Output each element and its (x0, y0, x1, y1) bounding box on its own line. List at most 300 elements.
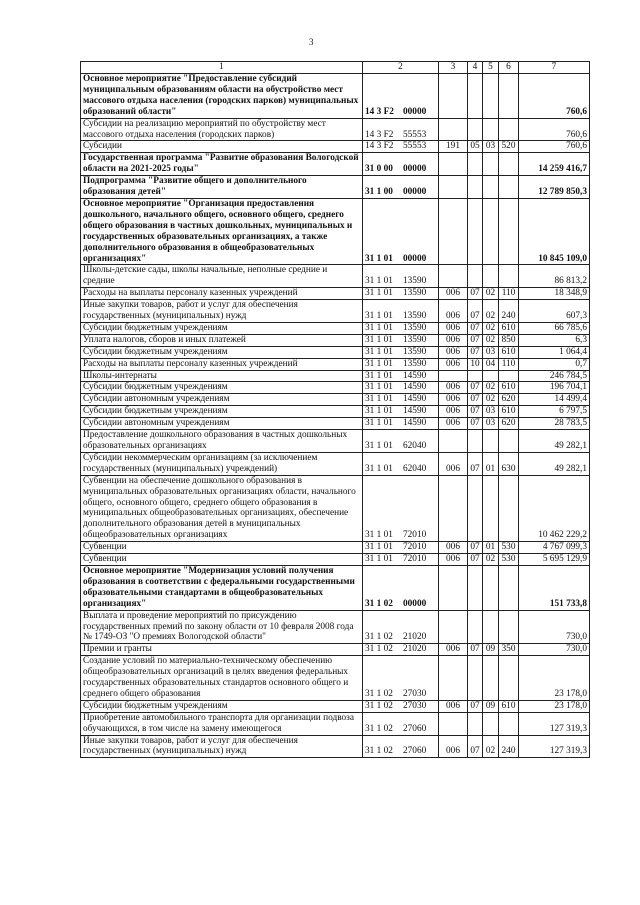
row-program-code (363, 358, 439, 370)
row-subsection: 02 (483, 334, 499, 346)
row-name: Школы-интернаты (81, 370, 363, 382)
row-program-code (363, 542, 439, 554)
row-program-code (363, 153, 439, 176)
row-subsection: 03 (483, 406, 499, 418)
row-program-code (363, 141, 439, 153)
row-name: Субвенции на обеспечение дошкольного образования в муниципальных образовательных организациях области, начального общего, основного общего, среднего общего образования в муниципальных общеобразовательных организациях, обеспечение дополнительного образования детей в муниципальных общеобразовательных организациях (81, 475, 363, 541)
row-subsection: 01 (483, 452, 499, 475)
row-grbs: 006 (439, 288, 468, 300)
row-program-code (363, 610, 439, 644)
direction-code: 13590 (403, 276, 427, 287)
row-sum: 66 785,6 (519, 322, 590, 334)
row-subsection (483, 74, 499, 119)
row-sum: 127 319,3 (519, 735, 590, 758)
row-name: Государственная программа "Развитие образования Вологодской области на 2021-2025 годы" (81, 153, 363, 176)
program-code: 31 1 01 (365, 554, 393, 565)
row-subsection (483, 118, 499, 141)
row-expense-type: 240 (499, 735, 519, 758)
row-name: Основное мероприятие "Модернизация условий получения образования в соответствии с федеральными государственными образовательными стандартами в общеобразовательных организациях" (81, 565, 363, 610)
row-section: 10 (468, 358, 483, 370)
row-sum: 1 064,4 (519, 346, 590, 358)
header-col-5: 5 (483, 62, 499, 74)
table-row (81, 176, 590, 199)
row-grbs (439, 74, 468, 119)
row-program-code (363, 118, 439, 141)
row-name: Субсидии бюджетным учреждениям (81, 700, 363, 712)
program-code: 31 1 01 (365, 288, 393, 299)
direction-code: 14590 (403, 406, 427, 417)
row-name: Уплата налогов, сборов и иных платежей (81, 334, 363, 346)
direction-code: 72010 (403, 542, 427, 553)
row-subsection (483, 153, 499, 176)
row-name: Основное мероприятие "Организация предоставления дошкольного, начального общего, основного общего, среднего общего образования в частных дошкольных, муниципальных и государственных образовательных организациях, а также дополнительного образования в общеобразовательных организациях" (81, 198, 363, 264)
table-row (81, 644, 590, 656)
row-expense-type: 530 (499, 542, 519, 554)
row-section (468, 610, 483, 644)
row-subsection: 02 (483, 300, 499, 323)
direction-code: 13590 (403, 346, 427, 357)
program-code: 31 1 01 (365, 394, 393, 405)
row-sum: 14 499,4 (519, 394, 590, 406)
row-program-code (363, 288, 439, 300)
row-grbs: 006 (439, 452, 468, 475)
row-program-code (363, 265, 439, 288)
table-row (81, 735, 590, 758)
row-program-code (363, 394, 439, 406)
row-name: Основное мероприятие "Предоставление субсидий муниципальным образованиям области на обустройство мест массового отдыха населения (городских парков) муниципальных образований области" (81, 74, 363, 119)
program-code: 31 1 02 (365, 688, 393, 699)
header-col-7: 7 (519, 62, 590, 74)
row-sum: 12 789 850,3 (519, 176, 590, 199)
row-program-code (363, 735, 439, 758)
row-program-code (363, 656, 439, 701)
row-sum: 14 259 416,7 (519, 153, 590, 176)
row-subsection: 09 (483, 644, 499, 656)
row-name: Иные закупки товаров, работ и услуг для обеспечения государственных (муниципальных) нужд (81, 300, 363, 323)
row-section (468, 74, 483, 119)
table-row (81, 394, 590, 406)
row-expense-type (499, 712, 519, 735)
row-subsection: 04 (483, 358, 499, 370)
direction-code: 13590 (403, 322, 427, 333)
row-sum: 10 845 109,0 (519, 198, 590, 264)
row-subsection: 02 (483, 322, 499, 334)
row-name: Субвенции (81, 554, 363, 566)
row-section: 07 (468, 394, 483, 406)
row-subsection: 02 (483, 554, 499, 566)
direction-code: 55553 (403, 129, 427, 140)
row-grbs (439, 430, 468, 453)
row-expense-type: 850 (499, 334, 519, 346)
row-section (468, 430, 483, 453)
table-row (81, 430, 590, 453)
row-program-code (363, 406, 439, 418)
row-expense-type (499, 74, 519, 119)
direction-code: 13590 (403, 288, 427, 299)
row-section (468, 118, 483, 141)
row-sum: 23 178,0 (519, 656, 590, 701)
row-subsection: 01 (483, 542, 499, 554)
table-row (81, 712, 590, 735)
table-row (81, 334, 590, 346)
program-code: 31 1 01 (365, 418, 393, 429)
row-sum: 760,6 (519, 141, 590, 153)
row-subsection (483, 198, 499, 264)
program-code: 14 3 F2 (365, 141, 394, 152)
row-subsection: 03 (483, 141, 499, 153)
table-row (81, 406, 590, 418)
program-code: 31 1 02 (365, 746, 393, 757)
row-expense-type: 630 (499, 452, 519, 475)
row-sum: 127 319,3 (519, 712, 590, 735)
row-grbs (439, 153, 468, 176)
row-expense-type (499, 370, 519, 382)
row-subsection (483, 265, 499, 288)
row-section: 07 (468, 346, 483, 358)
row-name: Выплата и проведение мероприятий по присуждению государственных премий по закону области от 10 февраля 2008 года № 1749-ОЗ "О премиях Вологодской области" (81, 610, 363, 644)
table-row (81, 452, 590, 475)
direction-code: 14590 (403, 394, 427, 405)
row-name: Приобретение автомобильного транспорта для организации подвоза обучающихся, в том числе на замену имеющегося (81, 712, 363, 735)
row-section (468, 370, 483, 382)
row-sum: 0,7 (519, 358, 590, 370)
program-code: 31 1 01 (365, 463, 393, 474)
row-grbs: 006 (439, 644, 468, 656)
table-row (81, 153, 590, 176)
direction-code: 72010 (403, 554, 427, 565)
program-code: 31 1 01 (365, 382, 393, 393)
row-grbs: 006 (439, 322, 468, 334)
row-subsection: 03 (483, 346, 499, 358)
row-section (468, 475, 483, 541)
row-expense-type (499, 430, 519, 453)
row-name: Субсидии бюджетным учреждениям (81, 382, 363, 394)
table-row (81, 118, 590, 141)
row-sum: 730,0 (519, 610, 590, 644)
program-code: 31 1 02 (365, 598, 393, 609)
row-program-code (363, 430, 439, 453)
row-sum: 760,6 (519, 118, 590, 141)
table-row (81, 288, 590, 300)
row-grbs (439, 198, 468, 264)
direction-code: 13590 (403, 358, 427, 369)
program-code: 31 1 01 (365, 253, 393, 264)
row-section: 07 (468, 542, 483, 554)
table-row (81, 346, 590, 358)
row-subsection (483, 712, 499, 735)
row-expense-type: 350 (499, 644, 519, 656)
row-program-code (363, 644, 439, 656)
row-program-code (363, 176, 439, 199)
row-expense-type: 610 (499, 346, 519, 358)
row-grbs: 006 (439, 334, 468, 346)
row-program-code (363, 334, 439, 346)
table-row (81, 358, 590, 370)
row-name: Субсидии (81, 141, 363, 153)
row-subsection (483, 475, 499, 541)
table-row (81, 700, 590, 712)
row-sum: 5 695 129,9 (519, 554, 590, 566)
direction-code: 27060 (403, 746, 427, 757)
direction-code: 62040 (403, 463, 427, 474)
program-code: 31 1 01 (365, 358, 393, 369)
row-expense-type (499, 656, 519, 701)
table-row (81, 565, 590, 610)
row-grbs (439, 475, 468, 541)
row-program-code (363, 565, 439, 610)
row-name: Субсидии некоммерческим организациям (за исключением государственных (муниципальных) учреждений) (81, 452, 363, 475)
row-section: 07 (468, 322, 483, 334)
row-grbs: 006 (439, 418, 468, 430)
row-sum: 151 733,8 (519, 565, 590, 610)
table-row (81, 198, 590, 264)
row-subsection: 09 (483, 700, 499, 712)
row-grbs: 006 (439, 700, 468, 712)
table-row (81, 74, 590, 119)
row-grbs: 006 (439, 406, 468, 418)
program-code: 31 1 02 (365, 644, 393, 655)
header-col-1: 1 (81, 62, 363, 74)
program-code: 31 1 02 (365, 632, 393, 643)
row-section: 05 (468, 141, 483, 153)
row-grbs (439, 118, 468, 141)
row-name: Субсидии бюджетным учреждениям (81, 322, 363, 334)
row-name: Субсидии автономным учреждениям (81, 418, 363, 430)
header-col-2: 2 (363, 62, 439, 74)
budget-table (80, 61, 590, 758)
row-name: Предоставление дошкольного образования в частных дошкольных образовательных организациях (81, 430, 363, 453)
table-row (81, 418, 590, 430)
row-sum: 760,6 (519, 74, 590, 119)
table-header-row (81, 62, 590, 74)
program-code: 31 1 02 (365, 723, 393, 734)
row-section: 07 (468, 288, 483, 300)
row-section (468, 176, 483, 199)
row-section (468, 265, 483, 288)
table-row (81, 656, 590, 701)
row-grbs: 191 (439, 141, 468, 153)
row-name: Субсидии автономным учреждениям (81, 394, 363, 406)
row-expense-type: 610 (499, 322, 519, 334)
table-row (81, 554, 590, 566)
row-name: Субсидии бюджетным учреждениям (81, 406, 363, 418)
row-sum: 18 348,9 (519, 288, 590, 300)
row-subsection: 02 (483, 288, 499, 300)
row-section (468, 198, 483, 264)
program-code: 31 1 01 (365, 370, 393, 381)
row-section: 07 (468, 554, 483, 566)
row-expense-type (499, 198, 519, 264)
direction-code: 14590 (403, 370, 427, 381)
direction-code: 27060 (403, 723, 427, 734)
row-section: 07 (468, 300, 483, 323)
row-section: 07 (468, 735, 483, 758)
row-expense-type (499, 475, 519, 541)
table-row (81, 370, 590, 382)
direction-code: 00000 (403, 187, 427, 198)
table-row (81, 475, 590, 541)
table-row (81, 382, 590, 394)
row-sum: 607,3 (519, 300, 590, 323)
program-code: 31 1 01 (365, 334, 393, 345)
row-section (468, 656, 483, 701)
row-program-code (363, 322, 439, 334)
row-name: Подпрограмма "Развитие общего и дополнительного образования детей" (81, 176, 363, 199)
program-code: 31 1 01 (365, 530, 393, 541)
row-expense-type: 110 (499, 288, 519, 300)
row-subsection: 02 (483, 382, 499, 394)
direction-code: 55553 (403, 141, 427, 152)
row-program-code (363, 382, 439, 394)
row-expense-type: 620 (499, 394, 519, 406)
row-expense-type (499, 176, 519, 199)
row-expense-type (499, 265, 519, 288)
row-name: Расходы на выплаты персоналу казенных учреждений (81, 358, 363, 370)
row-sum: 23 178,0 (519, 700, 590, 712)
row-grbs: 006 (439, 394, 468, 406)
row-grbs (439, 370, 468, 382)
row-grbs: 006 (439, 358, 468, 370)
table-row (81, 300, 590, 323)
direction-code: 00000 (403, 106, 427, 117)
row-grbs: 006 (439, 346, 468, 358)
row-sum: 4 767 099,3 (519, 542, 590, 554)
row-sum: 6 797,5 (519, 406, 590, 418)
row-name: Премии и гранты (81, 644, 363, 656)
direction-code: 00000 (403, 598, 427, 609)
row-expense-type: 610 (499, 700, 519, 712)
program-code: 14 3 F2 (365, 129, 394, 140)
row-grbs (439, 265, 468, 288)
row-subsection (483, 610, 499, 644)
direction-code: 27030 (403, 688, 427, 699)
row-program-code (363, 452, 439, 475)
table-row (81, 322, 590, 334)
row-grbs: 006 (439, 735, 468, 758)
row-subsection: 03 (483, 418, 499, 430)
row-sum: 28 783,5 (519, 418, 590, 430)
header-col-6: 6 (499, 62, 519, 74)
row-name: Расходы на выплаты персоналу казенных учреждений (81, 288, 363, 300)
row-sum: 196 704,1 (519, 382, 590, 394)
row-expense-type: 530 (499, 554, 519, 566)
row-expense-type: 240 (499, 300, 519, 323)
row-expense-type: 610 (499, 406, 519, 418)
row-name: Иные закупки товаров, работ и услуг для обеспечения государственных (муниципальных) нужд (81, 735, 363, 758)
row-program-code (363, 700, 439, 712)
direction-code: 14590 (403, 382, 427, 393)
program-code: 31 1 01 (365, 311, 393, 322)
page-number: 3 (309, 37, 314, 47)
row-program-code (363, 418, 439, 430)
program-code: 31 1 02 (365, 700, 393, 711)
row-sum: 10 462 229,2 (519, 475, 590, 541)
direction-code: 13590 (403, 311, 427, 322)
row-program-code (363, 712, 439, 735)
row-section: 07 (468, 334, 483, 346)
row-subsection: 02 (483, 394, 499, 406)
row-expense-type (499, 118, 519, 141)
row-name: Субвенции (81, 542, 363, 554)
row-sum: 246 784,5 (519, 370, 590, 382)
row-grbs (439, 610, 468, 644)
program-code: 31 1 01 (365, 346, 393, 357)
row-sum: 49 282,1 (519, 452, 590, 475)
row-subsection (483, 656, 499, 701)
row-expense-type (499, 610, 519, 644)
row-sum: 49 282,1 (519, 430, 590, 453)
row-program-code (363, 300, 439, 323)
row-expense-type (499, 153, 519, 176)
direction-code: 14590 (403, 418, 427, 429)
program-code: 31 1 01 (365, 276, 393, 287)
row-program-code (363, 346, 439, 358)
table-row (81, 265, 590, 288)
row-section: 07 (468, 700, 483, 712)
row-program-code (363, 554, 439, 566)
row-section: 07 (468, 406, 483, 418)
table-row (81, 610, 590, 644)
row-subsection: 02 (483, 735, 499, 758)
row-subsection (483, 430, 499, 453)
row-sum: 730,0 (519, 644, 590, 656)
program-code: 14 3 F2 (365, 106, 394, 117)
row-grbs (439, 176, 468, 199)
direction-code: 72010 (403, 530, 427, 541)
row-grbs (439, 656, 468, 701)
direction-code: 00000 (403, 164, 427, 175)
row-name: Субсидии на реализацию мероприятий по обустройству мест массового отдыха населения (городских парков) (81, 118, 363, 141)
program-code: 31 1 01 (365, 322, 393, 333)
row-subsection (483, 176, 499, 199)
row-program-code (363, 74, 439, 119)
row-grbs: 006 (439, 300, 468, 323)
header-col-4: 4 (468, 62, 483, 74)
direction-code: 27030 (403, 700, 427, 711)
direction-code: 21020 (403, 644, 427, 655)
row-expense-type (499, 565, 519, 610)
program-code: 31 1 01 (365, 542, 393, 553)
row-expense-type: 620 (499, 418, 519, 430)
row-sum: 6,3 (519, 334, 590, 346)
direction-code: 62040 (403, 441, 427, 451)
row-name: Школы-детские сады, школы начальные, неполные средние и средние (81, 265, 363, 288)
row-grbs (439, 565, 468, 610)
row-section: 07 (468, 382, 483, 394)
program-code: 31 1 00 (365, 187, 393, 198)
header-col-3: 3 (439, 62, 468, 74)
row-name: Субсидии бюджетным учреждениям (81, 346, 363, 358)
row-section (468, 153, 483, 176)
row-name: Создание условий по материально-техническому обеспечению общеобразовательных организаций в целях введения федеральных государственных образовательных стандартов основного общего и среднего общего образования (81, 656, 363, 701)
table-row (81, 542, 590, 554)
row-grbs: 006 (439, 382, 468, 394)
row-section (468, 712, 483, 735)
row-subsection (483, 565, 499, 610)
table-row (81, 141, 590, 153)
direction-code: 13590 (403, 334, 427, 345)
row-sum: 86 813,2 (519, 265, 590, 288)
row-expense-type: 110 (499, 358, 519, 370)
program-code: 31 1 01 (365, 441, 393, 451)
row-grbs (439, 712, 468, 735)
row-program-code (363, 198, 439, 264)
row-section: 07 (468, 418, 483, 430)
row-program-code (363, 370, 439, 382)
row-section: 07 (468, 644, 483, 656)
program-code: 31 1 01 (365, 406, 393, 417)
row-expense-type: 610 (499, 382, 519, 394)
